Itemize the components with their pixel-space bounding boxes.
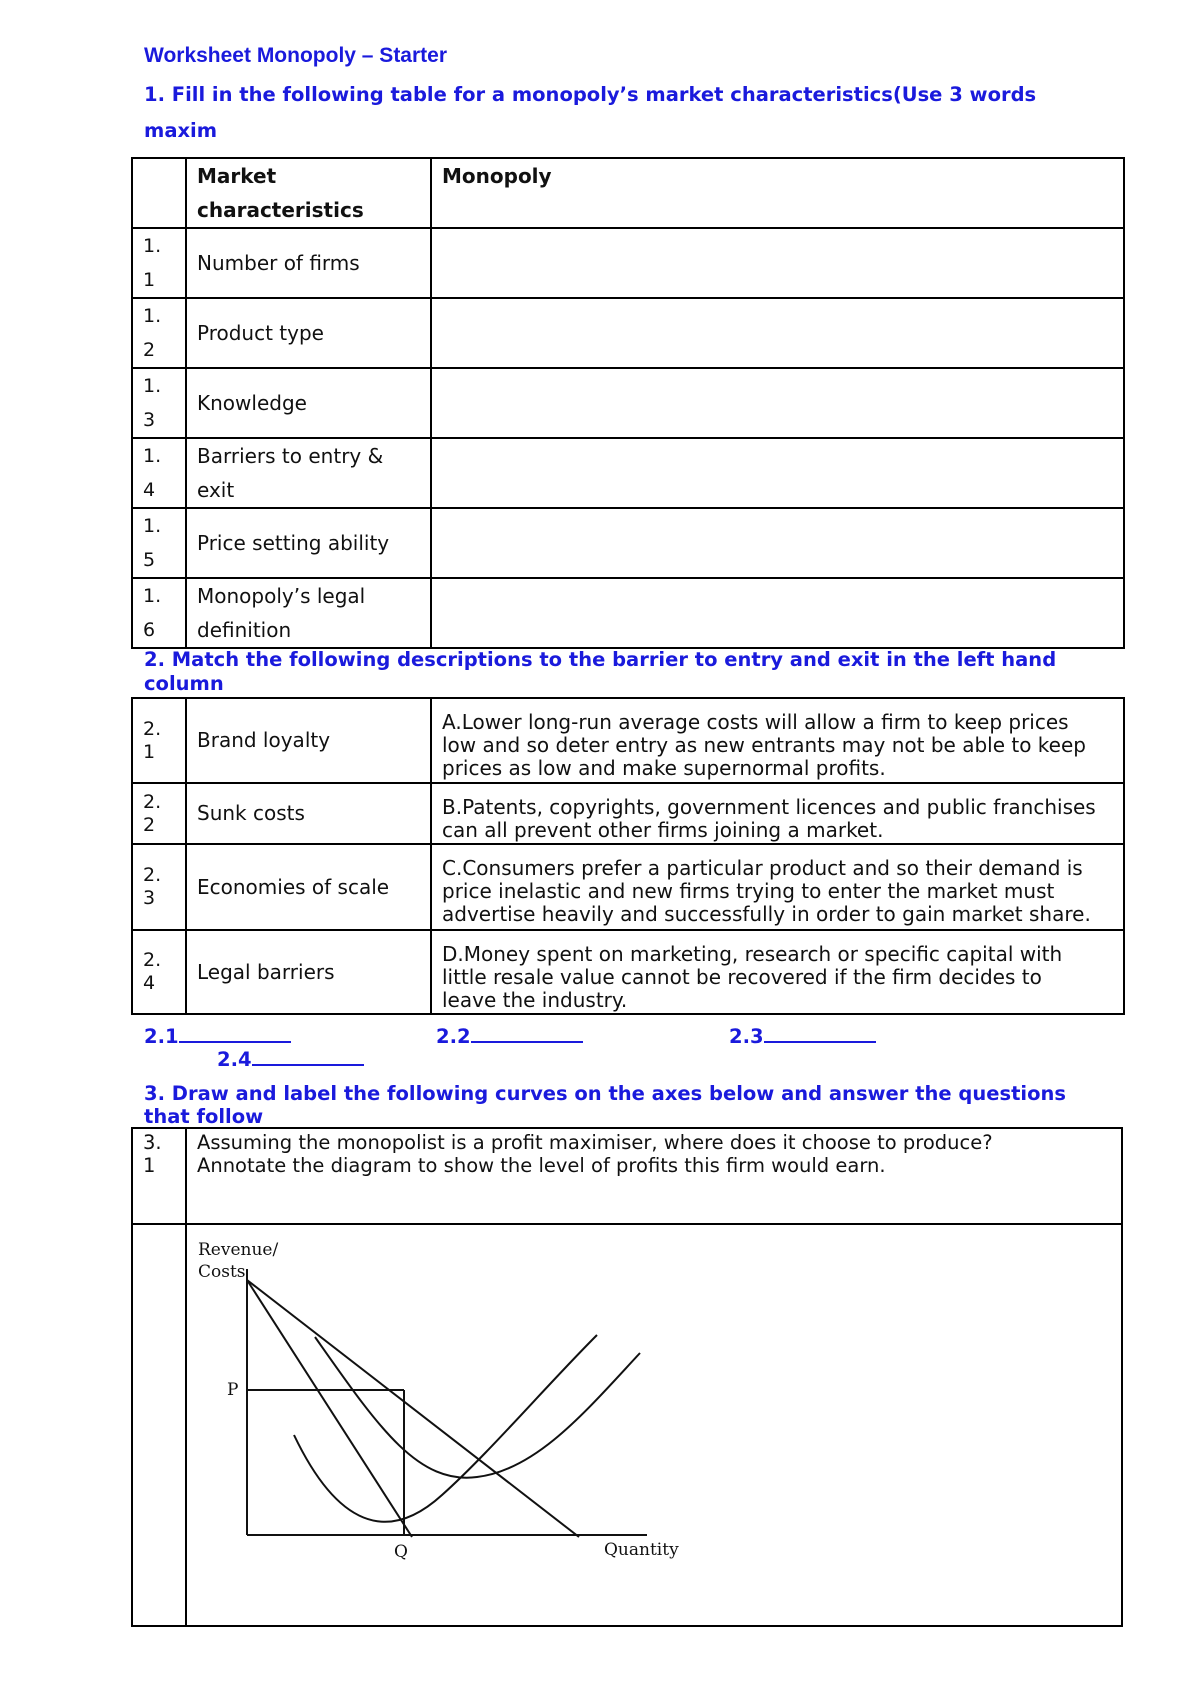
row-number-part2: 2 xyxy=(143,813,156,836)
row-number-part2: 2 xyxy=(143,339,156,361)
q2-heading-line1: 2. Match the following descriptions to the barrier to entry and exit in the left hand xyxy=(144,648,1057,671)
market-characteristics-table xyxy=(131,157,1125,649)
characteristic-label xyxy=(186,228,431,298)
row-number-part2: 6 xyxy=(143,619,156,641)
row-number-part1: 2. xyxy=(143,949,162,971)
characteristic-label xyxy=(186,508,431,578)
barrier-description xyxy=(431,783,1124,844)
row-number-part1: 2. xyxy=(143,864,162,886)
header-monopoly-cell: Monopoly xyxy=(431,158,1124,228)
row-number-part2: 4 xyxy=(143,972,156,994)
q3-number-cell xyxy=(131,1127,187,1225)
row-number-part1: 1. xyxy=(143,235,162,257)
description-line: can all prevent other firms joining a market. xyxy=(442,818,884,842)
answer-2-2[interactable] xyxy=(436,1023,583,1048)
description-line: A.Lower long-run average costs will allow a firm to keep prices xyxy=(442,710,1069,734)
row-number xyxy=(132,368,186,438)
table-row xyxy=(132,930,1124,1014)
row-number-part2: 1 xyxy=(143,740,156,763)
characteristic-label xyxy=(186,368,431,438)
row-number-part1: 1. xyxy=(143,375,162,397)
characteristic-label-line1: Monopoly’s legal xyxy=(197,584,366,608)
row-number-part1: 1. xyxy=(143,445,162,467)
table-row xyxy=(132,368,1124,438)
table-row xyxy=(132,298,1124,368)
characteristic-label xyxy=(186,438,431,508)
q2-heading-line2: column xyxy=(144,672,224,695)
average-revenue-curve xyxy=(247,1280,579,1537)
marginal-revenue-curve xyxy=(247,1280,412,1537)
row-number xyxy=(132,930,186,1014)
monopoly-answer-cell[interactable] xyxy=(431,508,1124,578)
answer-2-3[interactable] xyxy=(729,1023,876,1048)
barrier-label: Legal barriers xyxy=(186,930,431,1014)
characteristic-label xyxy=(186,578,431,648)
characteristic-label-line1: Knowledge xyxy=(197,391,307,415)
description-line: D.Money spent on marketing, research or specific capital with xyxy=(442,942,1063,966)
row-number-part1: 1. xyxy=(143,585,162,607)
row-number-part2: 3 xyxy=(143,409,156,431)
row-number xyxy=(132,508,186,578)
diagram-number-cell xyxy=(131,1223,187,1627)
q3-question-cell xyxy=(185,1127,1123,1225)
row-number xyxy=(132,578,186,648)
row-number-part1: 1. xyxy=(143,305,162,327)
table-row xyxy=(132,578,1124,648)
description-line: advertise heavily and successfully in order to gain market share. xyxy=(442,902,1091,926)
q1-heading-line2: maxim xyxy=(144,119,218,142)
answer-2-1-label: 2.1 xyxy=(144,1025,179,1048)
barriers-matching-table xyxy=(131,697,1125,1015)
description-line: leave the industry. xyxy=(442,988,628,1012)
diagram-cell[interactable] xyxy=(185,1223,1123,1627)
answer-2-3-label: 2.3 xyxy=(729,1025,764,1048)
header-characteristics-line1: Market xyxy=(197,164,277,188)
row-number-part1: 2. xyxy=(143,717,162,740)
monopoly-answer-cell[interactable] xyxy=(431,228,1124,298)
answer-2-1[interactable] xyxy=(144,1023,291,1048)
row-number-part2: 5 xyxy=(143,549,156,571)
row-number-part1: 1. xyxy=(143,515,162,537)
table-row xyxy=(132,228,1124,298)
barrier-label: Brand loyalty xyxy=(186,698,431,783)
description-line: prices as low and make supernormal profits. xyxy=(442,756,886,780)
worksheet-title: Worksheet Monopoly – Starter xyxy=(144,44,448,67)
row-number-part1: 2. xyxy=(143,790,162,813)
monopoly-answer-cell[interactable] xyxy=(431,368,1124,438)
characteristic-label-line2: definition xyxy=(197,618,292,642)
row-number xyxy=(132,698,186,783)
table-row xyxy=(132,438,1124,508)
table-header-row xyxy=(132,158,1124,228)
barrier-description xyxy=(431,844,1124,930)
barrier-label: Economies of scale xyxy=(186,844,431,930)
row-number-part2: 3 xyxy=(143,887,156,909)
barrier-description xyxy=(431,930,1124,1014)
description-line: B.Patents, copyrights, government licences and public franchises xyxy=(442,795,1096,819)
characteristic-label xyxy=(186,298,431,368)
q3-heading-line1: 3. Draw and label the following curves on the axes below and answer the questions xyxy=(144,1082,1066,1105)
price-label: P xyxy=(227,1380,239,1400)
header-characteristics-line2: characteristics xyxy=(197,198,364,222)
header-number-cell xyxy=(132,158,186,228)
answer-2-2-label: 2.2 xyxy=(436,1025,471,1048)
q3-number-part2: 1 xyxy=(143,1154,156,1177)
row-number xyxy=(132,844,186,930)
average-cost-curve xyxy=(315,1337,640,1478)
header-characteristics-cell xyxy=(186,158,431,228)
x-axis-label: Quantity xyxy=(604,1540,679,1560)
monopoly-answer-cell[interactable] xyxy=(431,578,1124,648)
q3-question-line2: Annotate the diagram to show the level of profits this firm would earn. xyxy=(197,1154,886,1177)
answer-2-3-blank[interactable] xyxy=(764,1023,876,1043)
row-number xyxy=(132,228,186,298)
description-line: low and so deter entry as new entrants may not be able to keep xyxy=(442,733,1086,757)
q1-heading-line1: 1. Fill in the following table for a monopoly’s market characteristics(Use 3 words xyxy=(144,83,1037,106)
description-line: little resale value cannot be recovered if the firm decides to xyxy=(442,965,1042,989)
description-line: C.Consumers prefer a particular product and so their demand is xyxy=(442,856,1083,880)
answer-2-4-label: 2.4 xyxy=(217,1048,252,1071)
row-number xyxy=(132,298,186,368)
row-number-part2: 1 xyxy=(143,269,156,291)
answer-2-4-blank[interactable] xyxy=(252,1046,364,1066)
table-row xyxy=(132,844,1124,930)
y-axis-label-line1: Revenue/ xyxy=(198,1240,279,1260)
q3-question-line1: Assuming the monopolist is a profit maximiser, where does it choose to produce? xyxy=(197,1131,993,1154)
diagram-question-table xyxy=(131,1127,1121,1627)
answer-2-4[interactable] xyxy=(217,1046,364,1071)
q3-heading-line2: that follow xyxy=(144,1105,264,1128)
barrier-label: Sunk costs xyxy=(186,783,431,844)
table-row xyxy=(132,783,1124,844)
row-number-part2: 4 xyxy=(143,479,156,501)
y-axis-label-line2: Costs xyxy=(198,1262,246,1282)
characteristic-label-line1: Product type xyxy=(197,321,324,345)
answer-2-2-blank[interactable] xyxy=(471,1023,583,1043)
characteristic-label-line1: Number of firms xyxy=(197,251,360,275)
characteristic-label-line2: exit xyxy=(197,478,235,502)
characteristic-label-line1: Price setting ability xyxy=(197,531,390,555)
answer-2-1-blank[interactable] xyxy=(179,1023,291,1043)
monopoly-answer-cell[interactable] xyxy=(431,438,1124,508)
row-number xyxy=(132,783,186,844)
quantity-label: Q xyxy=(394,1542,408,1562)
description-line: price inelastic and new firms trying to enter the market must xyxy=(442,879,1055,903)
monopoly-diagram xyxy=(187,1225,1121,1625)
q3-number-part1: 3. xyxy=(143,1131,162,1154)
row-number xyxy=(132,438,186,508)
barrier-description xyxy=(431,698,1124,783)
monopoly-answer-cell[interactable] xyxy=(431,298,1124,368)
table-row xyxy=(132,698,1124,783)
table-row xyxy=(132,508,1124,578)
marginal-cost-curve xyxy=(294,1335,597,1522)
characteristic-label-line1: Barriers to entry & xyxy=(197,444,384,468)
